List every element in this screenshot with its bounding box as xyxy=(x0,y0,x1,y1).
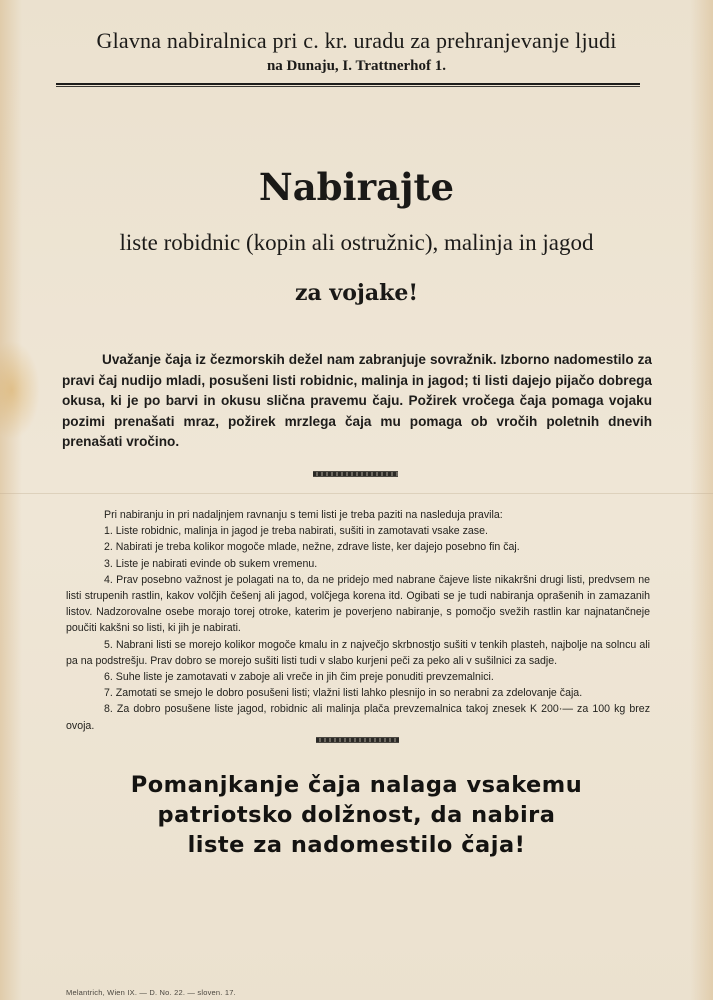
poster-subtitle-emphasis: za vojake! xyxy=(295,280,418,306)
rule-item: 6. Suhe liste je zamotavati v zaboje ali vreče in jih čim preje ponuditi prevzemalnici. xyxy=(104,671,494,684)
closing-appeal xyxy=(0,770,713,860)
paper-fold-crease xyxy=(0,493,713,494)
issuer-address: na Dunaju, I. Trattnerhof 1. xyxy=(266,58,447,74)
issuer-heading: Glavna nabiralnica pri c. kr. uradu za prehranjevanje ljudi xyxy=(96,28,617,53)
collection-rules xyxy=(66,507,650,734)
rules-lead: Pri nabiranju in pri nadaljnjem ravnanju s temi listi je treba paziti na nasleduja pravila: xyxy=(104,509,503,521)
header-rule-secondary xyxy=(56,86,640,87)
ornament-divider-icon xyxy=(313,471,398,477)
closing-line: patriotsko dolžnost, da nabira xyxy=(157,802,556,828)
ornament-divider-icon xyxy=(316,737,399,743)
rule-item: 4. Prav posebno važnost je polagati na to, da ne pridejo med nabrane čajeve liste nikakršni drugi listi, predvsem ne listi strupenih rastlin, kakov volčjih češenj ali jagod, volčjega korena itd. Ogibati se je tudi nabiranja oprašenih in zamazanih listov. Nadzorovalne osebe morajo torej otroke, katerim je poverjeno nabiranje, s pomočjo svežih rastlin kar najnatančneje poučiti kakšni so listi, ki jih je nabirati. xyxy=(66,573,650,635)
closing-line: Pomanjkanje čaja nalaga vsakemu xyxy=(130,772,583,798)
rule-item: 8. Za dobro posušene liste jagod, robidnic ali malinja plača prevzemalnica takoj znesek K 200·— za 100 kg brez ovoja. xyxy=(66,703,650,732)
rule-item: 2. Nabirati je treba kolikor mogoče mlade, nežne, zdrave liste, ker dajejo posebno fin čaj. xyxy=(104,541,520,554)
rule-item: 3. Liste je nabirati evinde ob sukem vremenu. xyxy=(104,557,318,570)
poster-title: Nabirajte xyxy=(258,165,455,209)
header-rule xyxy=(56,83,640,85)
rule-item: 1. Liste robidnic, malinja in jagod je treba nabirati, sušiti in zamotavati vsake zase. xyxy=(104,525,488,538)
closing-line: liste za nadomestilo čaja! xyxy=(187,832,526,858)
rule-item: 7. Zamotati se smejo le dobro posušeni listi; vlažni listi lahko plesnijo in so nerabni za zdelovanje čaja. xyxy=(104,687,583,700)
intro-text: Uvažanje čaja iz čezmorskih dežel nam zabranjuje sovražnik. Izborno nadomestilo za pravi čaj nudijo mladi, posušeni listi robidnic, malinja in jagod; ti listi dajejo pijačo dobrega okusa, ki je po barvi in okusu slična pravemu čaju. Požirek vročega čaja pomaga vojaku pozimi prenašati mraz, požirek mrzlega čaja mu pomaga ob vročih poletnih dnevih prenašati vročino. xyxy=(62,352,652,450)
rule-item: 5. Nabrani listi se morejo kolikor mogoče kmalu in z največjo skrbnostjo sušiti v tenkih plasteh, najbolje na solncu ali pa na podstrešju. Prav dobro se morejo sušiti listi tudi v slabo kurjeni peči za peko ali v sušilnici za sadje. xyxy=(66,638,650,667)
intro-paragraph xyxy=(62,350,652,453)
printer-imprint: Melantrich, Wien IX. — D. No. 22. — sloven. 17. xyxy=(66,988,236,997)
poster-subtitle: liste robidnic (kopin ali ostružnic), malinja in jagod xyxy=(119,230,594,255)
